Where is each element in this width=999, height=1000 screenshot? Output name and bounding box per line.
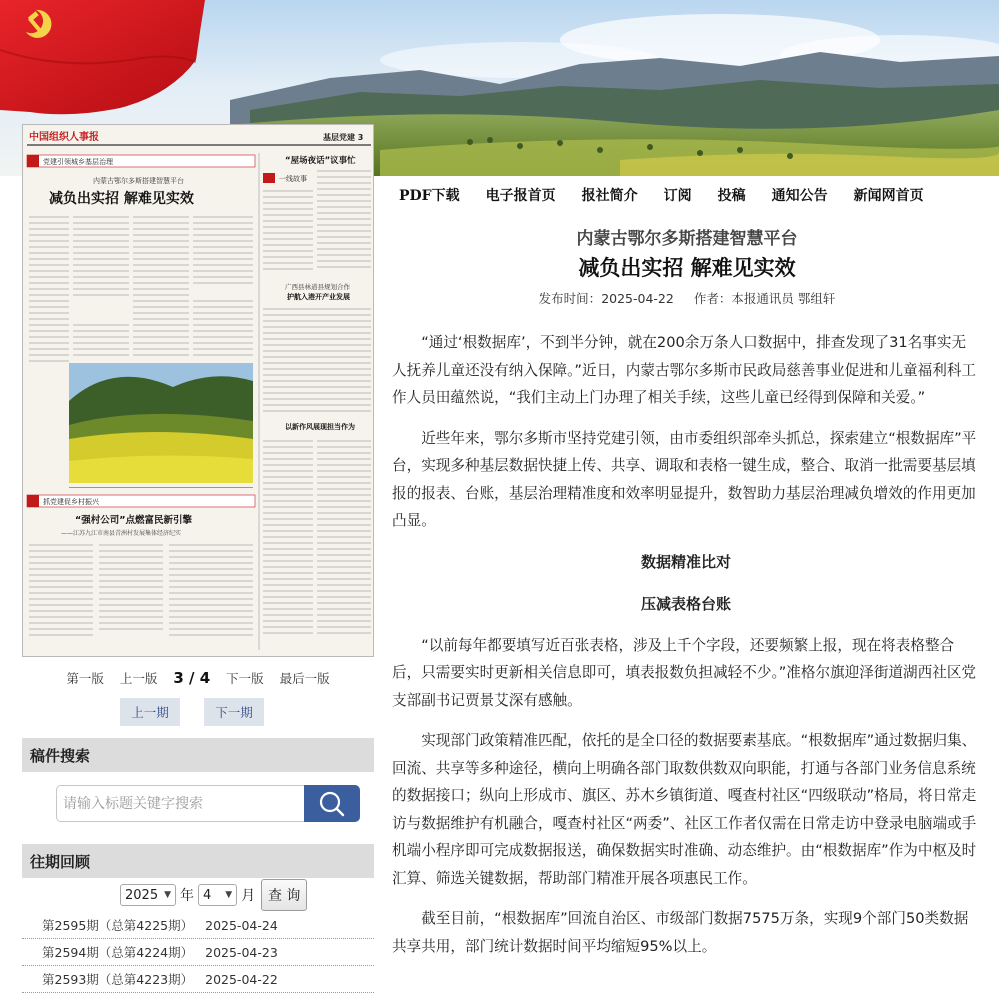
paper-lead-sub: 内蒙古鄂尔多斯搭建智慧平台 xyxy=(93,177,184,185)
paper-section1: 党建引领城乡基层治理 xyxy=(43,158,113,166)
issue-date: 2025-04-22 xyxy=(205,971,278,987)
paper-photo xyxy=(69,363,253,483)
query-button[interactable]: 查 询 xyxy=(261,879,307,911)
chevron-down-icon: ▼ xyxy=(225,890,233,900)
period-nav xyxy=(22,698,374,726)
search-icon xyxy=(318,790,346,818)
publish-date-value: 2025-04-22 xyxy=(601,291,674,306)
author xyxy=(694,291,836,306)
month-select[interactable] xyxy=(198,884,237,906)
top-nav xyxy=(384,180,954,210)
nav-subscribe[interactable]: 订阅 xyxy=(663,188,692,204)
article-title: 减负出实招 解难见实效 xyxy=(578,256,796,280)
next-page-link[interactable]: 下一版 xyxy=(226,671,264,686)
publish-date-label: 发布时间： xyxy=(538,291,602,306)
search-button[interactable] xyxy=(304,785,360,822)
paper-right-tag: 一线故事 xyxy=(279,175,307,183)
issue-list xyxy=(22,912,374,993)
prev-issue-button[interactable]: 上一期 xyxy=(120,698,180,726)
issue-number: 第2595期（总第4225期） xyxy=(42,918,194,933)
publish-date xyxy=(539,291,674,306)
paper-lead-title: 减负出实招 解难见实效 xyxy=(49,191,194,207)
nav-pdf-download[interactable]: PDF下载 xyxy=(399,188,460,204)
article-meta xyxy=(392,289,982,307)
next-issue-button[interactable]: 下一期 xyxy=(204,698,264,726)
nav-notices[interactable]: 通知公告 xyxy=(771,188,828,204)
search-input[interactable] xyxy=(56,785,304,822)
chevron-down-icon: ▼ xyxy=(164,890,172,900)
article-body xyxy=(392,329,980,973)
list-item[interactable] xyxy=(22,966,374,993)
article-paragraph: 截至目前，“根数据库”回流自治区、市级部门数据7575万条，实现9个部门50类数据共享共用，部门统计数据时间平均缩短95%以上。 xyxy=(392,910,969,955)
author-value: 本报通讯员 鄂组轩 xyxy=(731,291,836,306)
list-item[interactable] xyxy=(22,939,374,966)
month-select-value: 4 xyxy=(203,887,212,903)
article-subheading: 压减表格台账 xyxy=(640,594,731,613)
article-paragraph: 近些年来，鄂尔多斯市坚持党建引领，由市委组织部牵头抓总，探索建立“根数据库”平台，实现多种基层数据快捷上传、共享、调取和表格一键生成，整合、取消一批需要基层填报的报表、台账，基层治理精准度和效率明显提升，数智助力基层治理减负增效的作用更加凸显。 xyxy=(392,429,977,529)
issue-date: 2025-04-24 xyxy=(205,917,278,933)
archive-date-picker xyxy=(120,879,307,911)
article-subheading: 数据精准比对 xyxy=(640,552,731,571)
paper-mid-head1: 广西县林道县规划合作 xyxy=(285,283,350,291)
paper-mid-head3: 以新作风展现担当作为 xyxy=(285,423,355,431)
paper-bottom-sub: ——江苏九江市南县青洲村发展集体经济纪实 xyxy=(61,530,182,537)
first-page-link[interactable]: 第一版 xyxy=(66,671,104,686)
month-unit-label: 月 xyxy=(241,888,256,904)
newspaper-page-image[interactable] xyxy=(22,124,374,657)
list-item[interactable] xyxy=(22,912,374,939)
nav-news-home[interactable]: 新闻网首页 xyxy=(853,188,924,204)
newspaper-page-layout xyxy=(23,125,374,657)
search-heading: 稿件搜索 xyxy=(22,738,374,772)
paper-bottom-title: “强村公司”点燃富民新引擎 xyxy=(75,515,192,526)
nav-epaper-home[interactable]: 电子报首页 xyxy=(485,188,556,204)
nav-submit[interactable]: 投稿 xyxy=(717,188,746,204)
issue-number: 第2593期（总第4223期） xyxy=(42,972,194,987)
archive-heading: 往期回顾 xyxy=(22,844,374,878)
article-paragraph: 实现部门政策精准匹配，依托的是全口径的数据要素基底。“根数据库”通过数据归集、回流、共享等多种途径，横向上明确各部门取数供数双向职能，打通与各部门业务信息系统的数据接口；纵向上形成市、旗区、苏木乡镇街道、嘎查村社区“四级联动”格局，将日常走访与数据维护有机融合，嘎查村社区“两委”、社区工作者仅需在日常走访中登录电脑端或手机端小程序即可完成数据报送，确保数据实时准确、动态维护。由“根数据库”作为中枢及时汇算、筛选关键数据，帮助部门精准开展各项惠民工作。 xyxy=(392,732,977,887)
paper-page-label: 基层党建 3 xyxy=(323,133,364,142)
prev-page-link[interactable]: 上一版 xyxy=(119,671,158,686)
last-page-link[interactable]: 最后一版 xyxy=(279,671,330,686)
year-unit-label: 年 xyxy=(180,888,195,904)
current-page-indicator: 3 / 4 xyxy=(173,669,211,687)
article-paragraph: “通过‘根数据库’，不到半分钟，就在200余万条人口数据中，排查发现了31名事实无人抚养儿童还没有纳入保障。”近日，内蒙古鄂尔多斯市民政局慈善事业促进和儿童福利科工作人员田蕴然说，“我们主动上门办理了相关手续，这些儿童已经得到保障和关爱。” xyxy=(392,334,977,406)
paper-right-head: “屋场夜话”议事忙 xyxy=(285,156,356,166)
author-label: 作者： xyxy=(693,291,732,306)
paper-section2: 抓党建促乡村振兴 xyxy=(43,498,99,506)
year-select-value: 2025 xyxy=(125,887,159,903)
nav-about[interactable]: 报社简介 xyxy=(581,188,638,204)
year-select[interactable] xyxy=(120,884,176,906)
paper-mid-head2: 护航入港开产业发展 xyxy=(287,293,350,301)
issue-date: 2025-04-23 xyxy=(205,944,278,960)
page-pager xyxy=(22,667,374,689)
article-subtitle: 内蒙古鄂尔多斯搭建智慧平台 xyxy=(576,229,798,249)
article-paragraph: “以前每年都要填写近百张表格，涉及上千个字段，还要频繁上报，现在将表格整合后，只需要实时更新相关信息即可，填表报数负担减轻不少。”准格尔旗迎泽街道湖西社区党支部副书记贾景艾深有感触。 xyxy=(392,636,977,709)
issue-number: 第2594期（总第4224期） xyxy=(42,945,194,960)
paper-masthead: 中国组织人事报 xyxy=(29,132,99,143)
